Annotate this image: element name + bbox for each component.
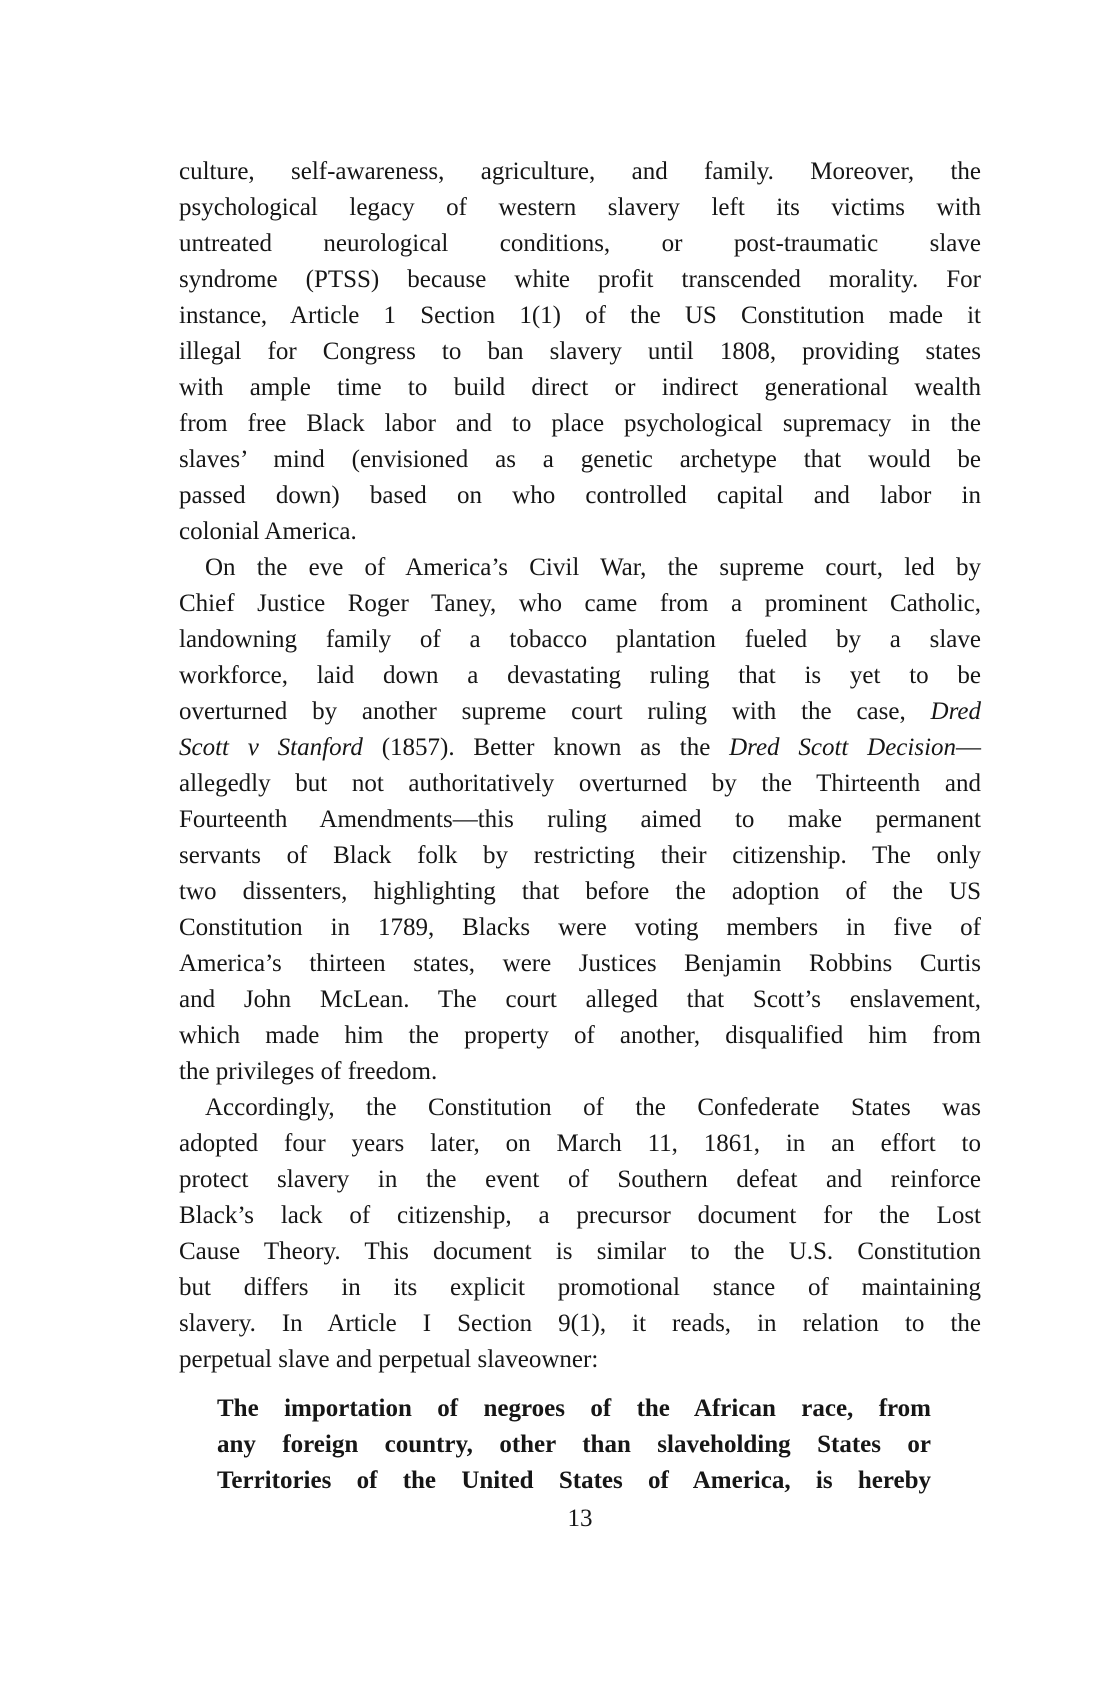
text-line — [179, 1198, 981, 1234]
blockquote-line: any foreign country, other than slaveholding States or — [217, 1431, 931, 1458]
text-segment: but differs in its explicit promotional stance of maintaining — [179, 1274, 981, 1301]
text-segment: Accordingly, the Constitution of the Confederate States was — [205, 1094, 981, 1121]
page-text-block — [179, 154, 981, 1537]
text-line — [179, 1234, 981, 1270]
text-line — [179, 946, 981, 982]
text-segment: two dissenters, highlighting that before the adoption of the US — [179, 878, 981, 905]
text-line — [179, 298, 981, 334]
paragraph — [179, 154, 981, 550]
text-line — [179, 154, 981, 190]
text-segment: — — [956, 734, 982, 761]
italic-text-segment: Dred Scott Decision — [729, 734, 957, 761]
text-segment: which made him the property of another, disqualified him from — [179, 1022, 981, 1049]
text-line — [179, 838, 981, 874]
text-segment: slavery. In Article I Section 9(1), it reads, in relation to the — [179, 1310, 981, 1337]
text-segment: illegal for Congress to ban slavery until 1808, providing states — [179, 338, 981, 365]
text-segment: with ample time to build direct or indirect generational wealth — [179, 374, 981, 401]
text-segment: psychological legacy of western slavery left its victims with — [179, 194, 981, 221]
text-segment: servants of Black folk by restricting their citizenship. The only — [179, 842, 981, 869]
text-segment: allegedly but not authoritatively overturned by the Thirteenth and — [179, 770, 981, 797]
text-segment: (1857). Better known as the — [362, 734, 730, 761]
text-segment: instance, Article 1 Section 1(1) of the US Constitution made it — [179, 302, 981, 329]
blockquote-line: The importation of negroes of the African race, from — [217, 1395, 931, 1422]
text-segment: from free Black labor and to place psychological supremacy in the — [179, 410, 981, 437]
text-segment: workforce, laid down a devastating ruling that is yet to be — [179, 662, 981, 689]
text-segment: Cause Theory. This document is similar to the U.S. Constitution — [179, 1238, 981, 1265]
text-segment: Chief Justice Roger Taney, who came from a prominent Catholic, — [179, 590, 981, 617]
blockquote-confederate-constitution — [217, 1391, 931, 1499]
text-line — [179, 1162, 981, 1198]
text-line — [179, 514, 981, 550]
text-segment: America’s thirteen states, were Justices Benjamin Robbins Curtis — [179, 950, 981, 977]
text-segment: Fourteenth Amendments—this ruling aimed to make permanent — [179, 806, 981, 833]
text-line — [179, 622, 981, 658]
italic-text-segment: Dred — [930, 698, 981, 725]
text-segment: overturned by another supreme court ruling with the case, — [179, 698, 931, 725]
text-segment: Constitution in 1789, Blacks were voting members in five of — [179, 914, 981, 941]
text-line — [179, 370, 981, 406]
text-line — [179, 406, 981, 442]
text-line — [179, 694, 981, 730]
text-segment: and John McLean. The court alleged that Scott’s enslavement, — [179, 986, 981, 1013]
text-line — [179, 658, 981, 694]
text-line — [179, 190, 981, 226]
text-segment: culture, self-awareness, agriculture, and family. Moreover, the — [179, 158, 981, 185]
text-segment: Black’s lack of citizenship, a precursor document for the Lost — [179, 1202, 981, 1229]
text-line — [179, 226, 981, 262]
text-line — [179, 766, 981, 802]
text-line — [179, 586, 981, 622]
text-segment: perpetual slave and perpetual slaveowner: — [179, 1346, 599, 1373]
text-line — [179, 1090, 981, 1126]
text-line — [179, 874, 981, 910]
blockquote-line: Territories of the United States of America, is hereby — [217, 1467, 931, 1494]
body-paragraphs — [179, 154, 981, 1378]
text-line — [179, 1018, 981, 1054]
text-segment: slaves’ mind (envisioned as a genetic archetype that would be — [179, 446, 981, 473]
page-number: 13 — [567, 1505, 593, 1532]
text-segment: syndrome (PTSS) because white profit transcended morality. For — [179, 266, 981, 293]
text-segment: the privileges of freedom. — [179, 1058, 438, 1085]
text-line — [179, 730, 981, 766]
text-segment: untreated neurological conditions, or post-traumatic slave — [179, 230, 981, 257]
text-line — [179, 478, 981, 514]
text-segment: On the eve of America’s Civil War, the supreme court, led by — [205, 554, 981, 581]
text-segment: adopted four years later, on March 11, 1861, in an effort to — [179, 1130, 981, 1157]
text-segment: colonial America. — [179, 518, 357, 545]
text-line — [179, 442, 981, 478]
text-line — [179, 550, 981, 586]
text-segment: landowning family of a tobacco plantation fueled by a slave — [179, 626, 981, 653]
text-line — [179, 334, 981, 370]
text-line — [179, 1270, 981, 1306]
text-line — [179, 1126, 981, 1162]
text-line — [179, 1306, 981, 1342]
paragraph — [179, 1090, 981, 1378]
text-segment: protect slavery in the event of Southern defeat and reinforce — [179, 1166, 981, 1193]
text-line — [179, 1054, 981, 1090]
text-segment: passed down) based on who controlled capital and labor in — [179, 482, 981, 509]
text-line — [179, 982, 981, 1018]
paragraph — [179, 550, 981, 1090]
text-line — [179, 262, 981, 298]
italic-text-segment: Scott v Stanford — [179, 734, 363, 761]
text-line — [179, 802, 981, 838]
text-line — [179, 910, 981, 946]
text-line — [179, 1342, 981, 1378]
